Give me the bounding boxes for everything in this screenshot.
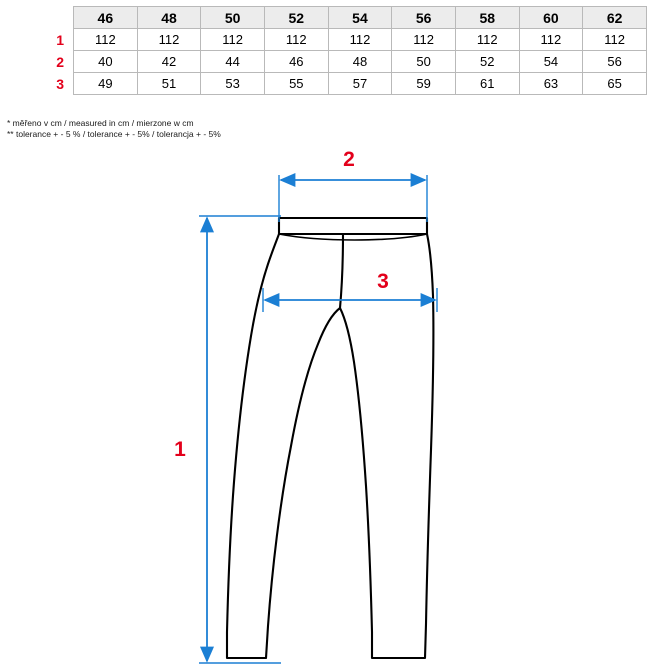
- table-column-header: 60: [519, 7, 583, 29]
- table-cell: 56: [583, 51, 647, 73]
- measure-label-length: 1: [174, 438, 186, 461]
- table-cell: 54: [519, 51, 583, 73]
- table-cell: 52: [455, 51, 519, 73]
- footnote-tolerance: ** tolerance + - 5 % / tolerance + - 5% / tolerancja + - 5%: [7, 129, 221, 139]
- table-cell: 44: [201, 51, 265, 73]
- table-cell: 51: [137, 73, 201, 95]
- measure-label-waist: 2: [343, 148, 355, 171]
- trousers-diagram: [0, 130, 653, 670]
- size-table: [5, 6, 647, 95]
- table-corner-cell: [5, 7, 74, 29]
- table-cell: 112: [455, 29, 519, 51]
- table-cell: 112: [74, 29, 138, 51]
- table-row-header: 2: [56, 53, 64, 70]
- measure-arrow-hip: [263, 288, 437, 312]
- table-header-row: [5, 7, 647, 29]
- measure-arrow-length: [199, 216, 281, 663]
- table-row-header: 1: [56, 31, 64, 48]
- table-cell: 65: [583, 73, 647, 95]
- trousers-outline-shape: [227, 218, 433, 658]
- table-cell: 57: [328, 73, 392, 95]
- table-cell: 112: [264, 29, 328, 51]
- table-cell: 63: [519, 73, 583, 95]
- table-cell: 42: [137, 51, 201, 73]
- table-cell: 112: [392, 29, 456, 51]
- table-column-header: 54: [328, 7, 392, 29]
- table-cell: 46: [264, 51, 328, 73]
- table-column-header: 52: [264, 7, 328, 29]
- table-cell: 55: [264, 73, 328, 95]
- table-cell: 112: [583, 29, 647, 51]
- table-row: [5, 73, 647, 95]
- table-row: [5, 51, 647, 73]
- table-cell: 112: [519, 29, 583, 51]
- footnote-measured: * měřeno v cm / measured in cm / mierzone w cm: [7, 118, 194, 128]
- table-column-header: 46: [74, 7, 138, 29]
- size-table-container: [0, 6, 653, 95]
- table-cell: 59: [392, 73, 456, 95]
- table-cell: 112: [328, 29, 392, 51]
- table-column-header: 58: [455, 7, 519, 29]
- table-cell: 40: [74, 51, 138, 73]
- table-cell: 48: [328, 51, 392, 73]
- table-cell: 50: [392, 51, 456, 73]
- measure-label-hip: 3: [377, 270, 389, 293]
- table-column-header: 62: [583, 7, 647, 29]
- table-column-header: 50: [201, 7, 265, 29]
- table-cell: 53: [201, 73, 265, 95]
- table-column-header: 48: [137, 7, 201, 29]
- table-cell: 112: [201, 29, 265, 51]
- table-row: [5, 29, 647, 51]
- table-cell: 49: [74, 73, 138, 95]
- measure-arrow-waist: [279, 175, 427, 222]
- table-cell: 61: [455, 73, 519, 95]
- table-column-header: 56: [392, 7, 456, 29]
- table-cell: 112: [137, 29, 201, 51]
- table-row-header: 3: [56, 75, 64, 92]
